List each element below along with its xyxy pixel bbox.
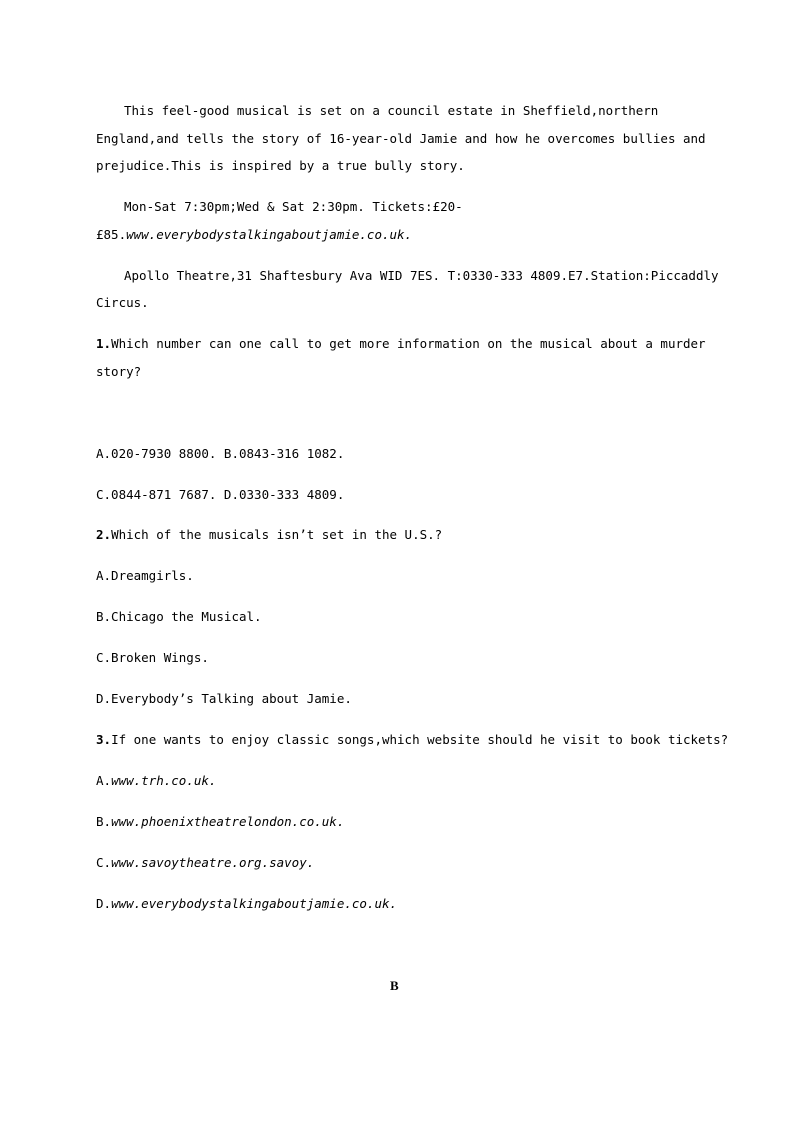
option-url-link[interactable]: www.phoenixtheatrelondon.co.uk.: [111, 814, 345, 829]
question-3-option-d: [96, 896, 397, 912]
question-1-line2: story?: [96, 364, 142, 379]
option-url-link[interactable]: www.everybodystalkingaboutjamie.co.uk.: [111, 896, 398, 911]
price-upper: £85.: [96, 227, 127, 242]
option-letter: A.: [96, 773, 112, 788]
passage-para1-line2: England,and tells the story of 16-year-old Jamie and how he overcomes bullies and: [96, 131, 706, 146]
passage-para1-line1: This feel-good musical is set on a council estate in Sheffield,northern: [124, 103, 659, 118]
question-1-number: 1.: [96, 336, 112, 351]
question-3-option-c: [96, 855, 314, 871]
question-3-text: If one wants to enjoy classic songs,which website should he visit to book tickets?: [111, 732, 729, 747]
question-2-option-b: B.Chicago the Musical.: [96, 609, 262, 624]
option-url-link[interactable]: www.savoytheatre.org.savoy.: [111, 855, 315, 870]
question-2-option-c: C.Broken Wings.: [96, 650, 209, 665]
question-1-text: Which number can one call to get more information on the musical about a murder: [111, 336, 706, 351]
question-2-option-d: D.Everybody’s Talking about Jamie.: [96, 691, 352, 706]
question-3-number: 3.: [96, 732, 112, 747]
question-2-text: Which of the musicals isn’t set in the U.S.?: [111, 527, 443, 542]
question-2-option-a: A.Dreamgirls.: [96, 568, 194, 583]
question-2-line1: [96, 527, 442, 543]
option-url-link[interactable]: www.trh.co.uk.: [111, 773, 217, 788]
passage-para3-line1: Apollo Theatre,31 Shaftesbury Ava WID 7ES. T:0330-333 4809.E7.Station:Piccaddly: [124, 268, 719, 283]
question-2-number: 2.: [96, 527, 112, 542]
passage-para2-line1: Mon-Sat 7:30pm;Wed & Sat 2:30pm. Tickets:£20-: [124, 199, 463, 214]
question-1-options-cd: C.0844-871 7687. D.0330-333 4809.: [96, 487, 345, 502]
question-1-options-ab: A.020-7930 8800. B.0843-316 1082.: [96, 446, 345, 461]
option-letter: D.: [96, 896, 112, 911]
passage-para2-line2: [96, 227, 412, 243]
jamie-website-link[interactable]: www.everybodystalkingaboutjamie.co.uk.: [126, 227, 413, 242]
section-label: B: [390, 978, 399, 993]
question-1-line1: [96, 336, 706, 352]
question-3-line1: [96, 732, 728, 748]
passage-para1-line3: prejudice.This is inspired by a true bully story.: [96, 158, 465, 173]
passage-para3-line2: Circus.: [96, 295, 149, 310]
question-3-option-b: [96, 814, 344, 830]
option-letter: C.: [96, 855, 112, 870]
question-3-option-a: [96, 773, 216, 789]
option-letter: B.: [96, 814, 112, 829]
